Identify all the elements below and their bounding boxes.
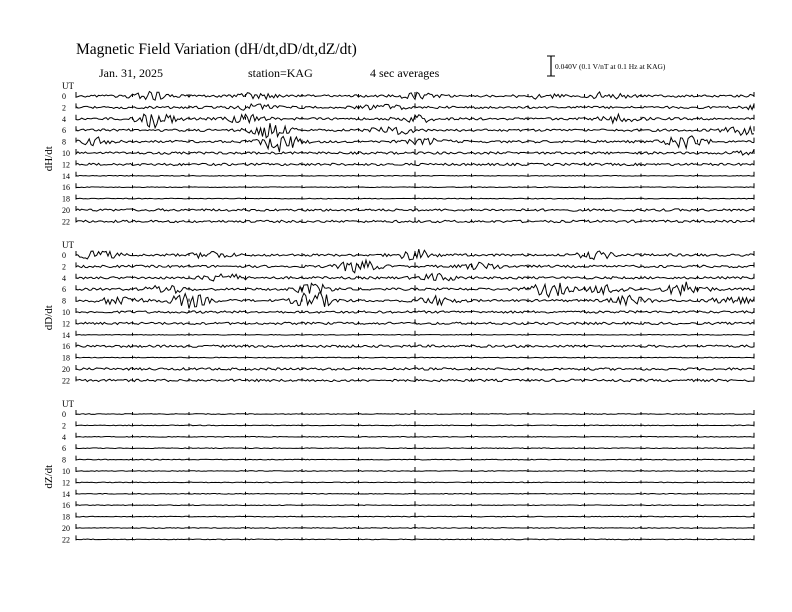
row-label: 12 [62,319,70,329]
row-label: 4 [62,432,66,442]
scale-label: 0.040V (0.1 V/nT at 0.1 Hz at KAG) [555,62,666,71]
row-label: 10 [62,467,70,476]
panel-ylabel: dD/dt [43,305,55,331]
row-label: 20 [62,365,70,374]
row-label: 6 [62,444,66,454]
date-label: Jan. 31, 2025 [99,66,163,80]
trace-line [76,175,754,176]
ut-label: UT [62,399,74,409]
row-label: 14 [62,489,70,499]
row-label: 16 [62,183,70,193]
trace-line [76,448,754,449]
row-label: 16 [62,501,70,511]
panel-ylabel: dH/dt [43,146,55,172]
trace-line [76,187,754,188]
row-label: 2 [62,421,66,431]
row-label: 22 [62,376,70,386]
averaging-label: 4 sec averages [370,66,440,80]
figure-title: Magnetic Field Variation (dH/dt,dD/dt,dZ/dt) [76,41,357,58]
row-label: 18 [62,512,70,522]
trace-line [76,539,754,540]
row-label: 20 [62,206,70,215]
row-label: 22 [62,535,70,545]
ut-label: UT [62,240,74,250]
row-label: 18 [62,194,70,204]
trace-line [76,414,754,415]
row-label: 14 [62,171,70,181]
row-label: 4 [62,114,66,124]
row-label: 14 [62,330,70,340]
station-label: station=KAG [248,66,313,80]
row-label: 8 [62,455,66,465]
ut-label: UT [62,81,74,91]
row-label: 20 [62,524,70,533]
row-label: 4 [62,273,66,283]
row-label: 0 [62,92,66,101]
row-label: 8 [62,296,66,306]
trace-line [76,482,754,483]
row-label: 10 [62,149,70,158]
panel-ylabel: dZ/dt [43,464,55,489]
row-label: 6 [62,285,66,295]
trace-line [76,357,754,358]
row-label: 2 [62,103,66,113]
row-label: 0 [62,251,66,260]
row-label: 6 [62,126,66,136]
row-label: 2 [62,262,66,272]
row-label: 12 [62,478,70,488]
row-label: 12 [62,160,70,170]
row-label: 10 [62,308,70,317]
row-label: 8 [62,137,66,147]
row-label: 18 [62,353,70,363]
row-label: 22 [62,217,70,227]
row-label: 0 [62,410,66,419]
row-label: 16 [62,342,70,352]
